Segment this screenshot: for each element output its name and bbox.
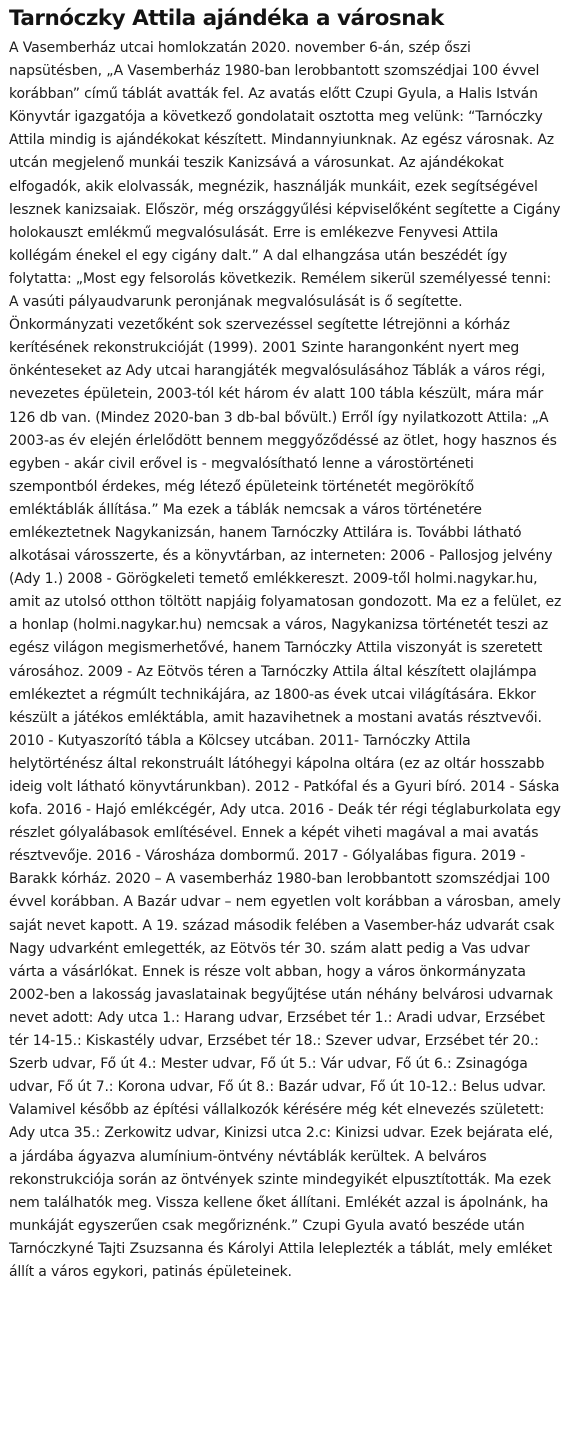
article-body: A Vasemberház utcai homlokzatán 2020. november 6-án, szép őszi napsütésben, „A Vasemberház 1980-ban lerobbantott szomszédjai 100 évvel korábban” című táblát avatták fel. Az avatás előtt Czupi Gyula, a Halis István Könyvtár igazgatója a következő gondolatait osztotta meg velünk: “Tarnóczky Attila mindig is ajándékokat készített. Mindannyiunknak. Az egész városnak. Az utcán megjelenő munkái teszik Kanizsává a városunkat. Az ajándékokat elfogadók, akik elolvassák, megnézik, használják munkáit, ezek segítségével lesznek kanizsaiak. Először, még országgyűlési képviselőként segítette a Cigány holokauszt emlékmű megvalósulását. Erre is emlékezve Fenyvesi Attila kollégám énekel el egy cigány dalt.” A dal elhangzása után beszédét így folytatta: „Most egy felsorolás következik. Remélem sikerül személyessé tenni: A vasúti pályaudvarunk peronjának megvalósulását is ő segítette. Önkormányzati vezetőként sok szervezéssel segítette létrejönni a kórház kerítésének rekonstrukcióját (1999). 2001 Szinte harangonként nyert meg önkénteseket az Ady utcai harangjáték megvalósulásához Táblák a város régi, nevezetes épületein, 2003-tól két három év alatt 100 tábla készült, mára már 126 db van. (Mindez 2020-ban 3 db-bal bővült.) Erről így nyilatkozott Attila: „A 2003-as év elején érlelődött bennem meggyőződéssé az ötlet, hogy hasznos és egyben - akár civil erővel is - megvalósítható lenne a várostörténeti szempontból érdekes, még létező épületeink történetét megörökítő emléktáblák állítása.” Ma ezek a táblák nemcsak a város történetére emlékeztetnek Nagykanizsán, hanem Tarnóczky Attilára is. További látható alkotásai városszerte, és a könyvtárban, az interneten: 2006 - Pallosjog jelvény (Ady 1.) 2008 - Görögkeleti temető emlékkereszt. 2009-től holmi.nagykar.hu, amit az utolsó otthon töltött napjáig folyamatosan gondozott. Ma ez a felület, ez a honlap (holmi.nagykar.hu) nemcsak a város, Nagykanizsa történetét teszi az egész világon megismerhetővé, hanem Tarnóczky Attila viszonyát is szeretett városához. 2009 - Az Eötvös téren a Tarnóczky Attila által készített olajlámpa emlékeztet a régmúlt technikájára, az 1800-as évek utcai világítására. Ekkor készült a játékos emléktábla, amit hazavihetnek a mostani avatás résztvevői. 2010 - Kutyaszorító tábla a Kölcsey utcában. 2011- Tarnóczky Attila helytörténész által rekonstruált látóhegyi kápolna oltára (ez az oltár hosszabb ideig volt látható könyvtárunkban). 2012 - Patkófal és a Gyuri bíró. 2014 - Sáska kofa. 2016 - Hajó emlékcégér, Ady utca. 2016 - Deák tér régi téglaburkolata egy részlet gólyalábasok említésével. Ennek a képét viheti magával a mai avatás résztvevője. 2016 - Városháza dombormű. 2017 - Gólyalábas figura. 2019 - Barakk kórház. 2020 – A vasemberház 1980-ban lerobbantott szomszédjai 100 évvel korábban. A Bazár udvar – nem egyetlen volt korábban a városban, amely saját nevet kapott. A 19. század második felében a Vasember-ház udvarát csak Nagy udvarként emlegették, az Eötvös tér 30. szám alatt pedig a Vas udvar várta a vásárlókat. Ennek is része volt abban, hogy a város önkormányzata 2002-ben a lakosság javaslatainak begyűjtése után néhány belvárosi udvarnak nevet adott: Ady utca 1.: Harang udvar, Erzsébet tér 1.: Aradi udvar, Erzsébet tér 14-15.: Kiskastély udvar, Erzsébet tér 18.: Szever udvar, Erzsébet tér 20.: Szerb udvar, Fő út 4.: Mester udvar, Fő út 5.: Vár udvar, Fő út 6.: Zsinagóga udvar, Fő út 7.: Korona udvar, Fő út 8.: Bazár udvar, Fő út 10-12.: Belus udvar. Valamivel később az építési vállalkozók kérésére még két elnevezés született: Ady utca 35.: Zerkowitz udvar, Kinizsi utca 2.c: Kinizsi udvar. Ezek bejárata elé, a járdába ágyazva alumínium-öntvény névtáblák kerültek. A belváros rekonstrukciója során az öntvények szinte mindegyikét elpusztították. Ma ezek nem találhatók meg. Vissza kellene őket állítani. Emlékét azzal is ápolnánk, ha munkáját egyszerűen csak megőriznénk.” Czupi Gyula avató beszéde után Tarnóczkyné Tajti Zsuzsanna és Károlyi Attila leleplezték a táblát, mely emléket állít a város egykori, patinás épületeinek. (9, 40, 562, 1280)
article (9, 4, 562, 1284)
article-title: Tarnóczky Attila ajándéka a városnak (9, 6, 444, 31)
